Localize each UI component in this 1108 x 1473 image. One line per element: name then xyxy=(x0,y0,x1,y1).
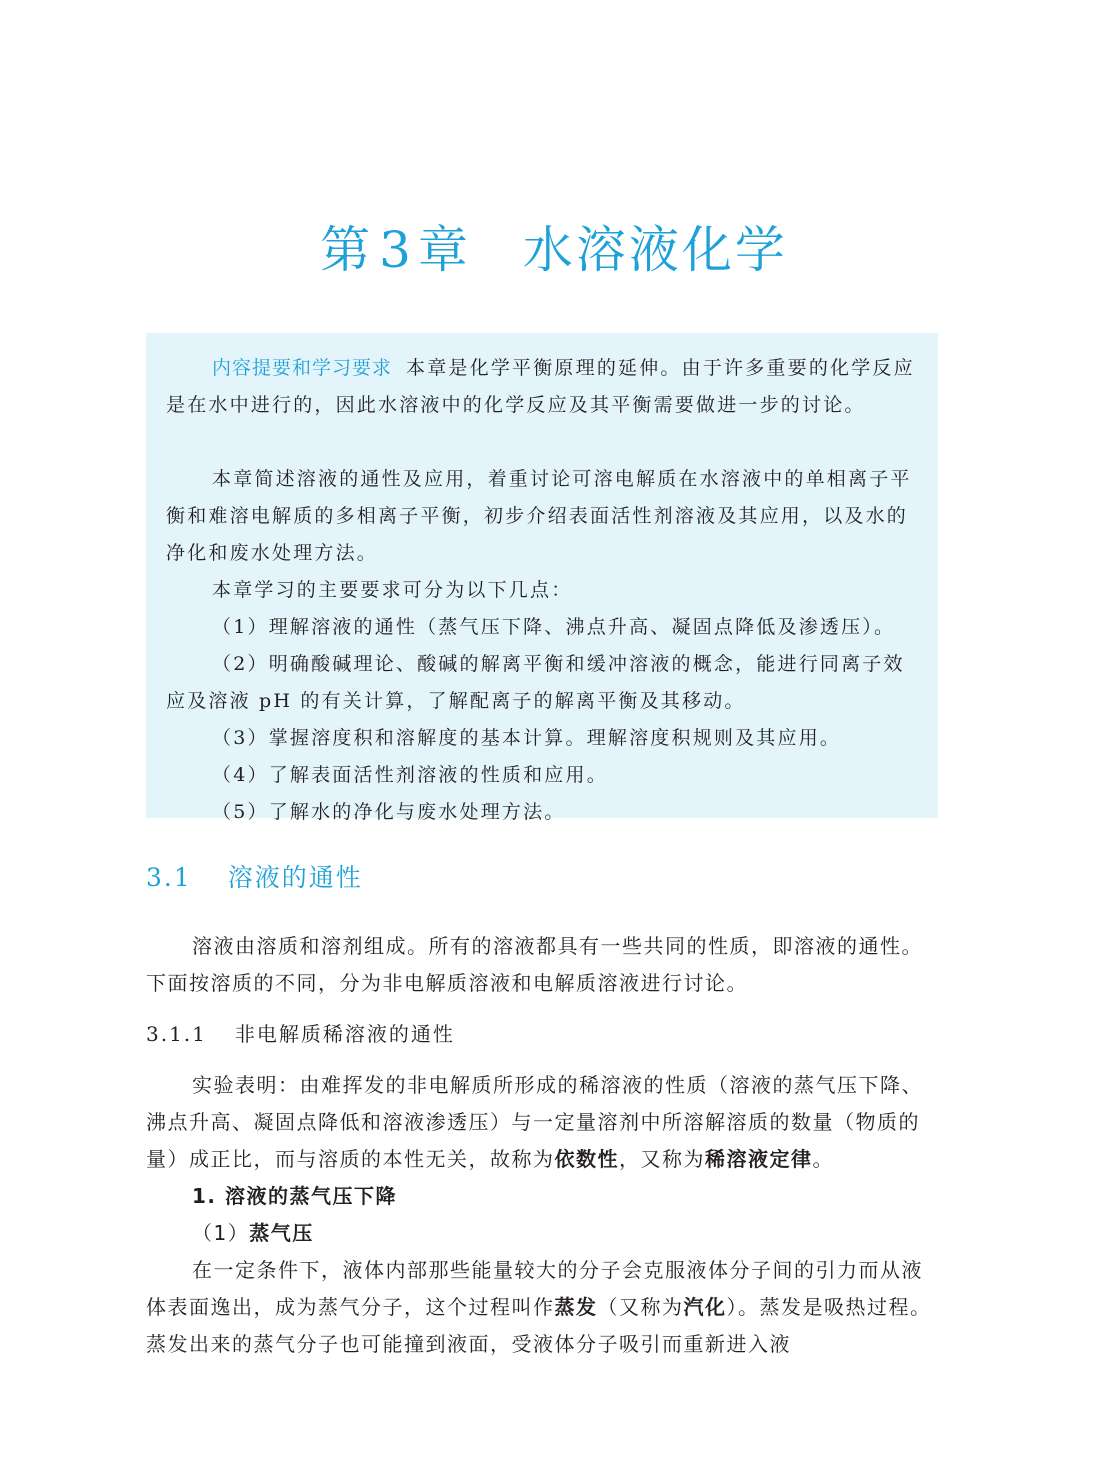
section-heading xyxy=(146,858,363,894)
subsection-number: 3.1.1 xyxy=(146,1022,207,1046)
heading-vapor-pressure-lowering: 1. 溶液的蒸气压下降 xyxy=(192,1184,397,1208)
term-evaporation: 蒸发 xyxy=(554,1295,598,1319)
vapor-paragraph xyxy=(146,1252,938,1363)
summary-intro xyxy=(166,350,918,424)
chapter-suffix: 章 xyxy=(417,221,471,279)
section-title: 溶液的通性 xyxy=(227,863,363,892)
vapor-text-3: ）。蒸发是吸热过程。蒸发出来的蒸气分子也可能撞到液面，受液体分子吸引而重新进入液 xyxy=(146,1295,932,1356)
summary-p3: 本章学习的主要要求可分为以下几点： xyxy=(212,579,573,601)
summary-p2: 本章简述溶液的通性及应用，着重讨论可溶电解质在水溶液中的单相离子平衡和难溶电解质的多相离子平衡，初步介绍表面活性剂溶液及其应用，以及水的净化和废水处理方法。 xyxy=(166,468,912,564)
subsection-title: 非电解质稀溶液的通性 xyxy=(234,1022,455,1046)
chapter-number: 3 xyxy=(379,221,414,279)
subsection-paragraph xyxy=(146,1067,938,1178)
heading-vapor-pressure-title: 蒸气压 xyxy=(249,1221,314,1245)
summary-item-1: （1）理解溶液的通性（蒸气压下降、沸点升高、凝固点降低及渗透压）。 xyxy=(212,616,896,638)
section-number: 3.1 xyxy=(146,863,192,892)
term-vaporization: 汽化 xyxy=(683,1295,727,1319)
summary-item-2: （2）明确酸碱理论、酸碱的解离平衡和缓冲溶液的概念，能进行同离子效应及溶液 pH 的有关计算，了解配离子的解离平衡及其移动。 xyxy=(166,653,905,712)
summary-item-4: （4）了解表面活性剂溶液的性质和应用。 xyxy=(212,764,608,786)
subsection-text-1: 实验表明：由难挥发的非电解质所形成的稀溶液的性质（溶液的蒸气压下降、沸点升高、凝固点降低和溶液渗透压）与一定量溶剂中所溶解溶质的数量（物质的量）成正比，而与溶质的本性无关，故称为 xyxy=(146,1073,923,1171)
chapter-title xyxy=(0,210,1108,282)
vapor-text-1: 在一定条件下，液体内部那些能量较大的分子会克服液体分子间的引力而从液体表面逸出，成为蒸气分子，这个过程叫作 xyxy=(146,1258,923,1319)
term-colligative: 依数性 xyxy=(554,1147,619,1171)
chapter-name: 水溶液化学 xyxy=(522,221,788,279)
heading-vapor-pressure-number: （1） xyxy=(192,1221,250,1245)
summary-p1: 本章是化学平衡原理的延伸。由于许多重要的化学反应是在水中进行的，因此水溶液中的化学反应及其平衡需要做进一步的讨论。 xyxy=(166,357,915,416)
summary-label: 内容提要和学习要求 xyxy=(212,357,393,379)
summary-item-3: （3）掌握溶度积和溶解度的基本计算。理解溶度积规则及其应用。 xyxy=(212,727,842,749)
summary-box xyxy=(146,333,938,823)
vapor-text-2: （又称为 xyxy=(597,1295,684,1319)
summary-item-5: （5）了解水的净化与废水处理方法。 xyxy=(212,801,566,823)
subsection-text-2: ，又称为 xyxy=(619,1147,705,1171)
heading-vapor-pressure xyxy=(146,1215,938,1252)
term-dilute-law: 稀溶液定律 xyxy=(705,1147,813,1171)
subsection-heading xyxy=(146,1018,455,1047)
section-intro: 溶液由溶质和溶剂组成。所有的溶液都具有一些共同的性质，即溶液的通性。下面按溶质的不同，分为非电解质溶液和电解质溶液进行讨论。 xyxy=(146,934,923,995)
subsection-text-3: 。 xyxy=(812,1147,834,1171)
chapter-prefix: 第 xyxy=(320,221,374,279)
